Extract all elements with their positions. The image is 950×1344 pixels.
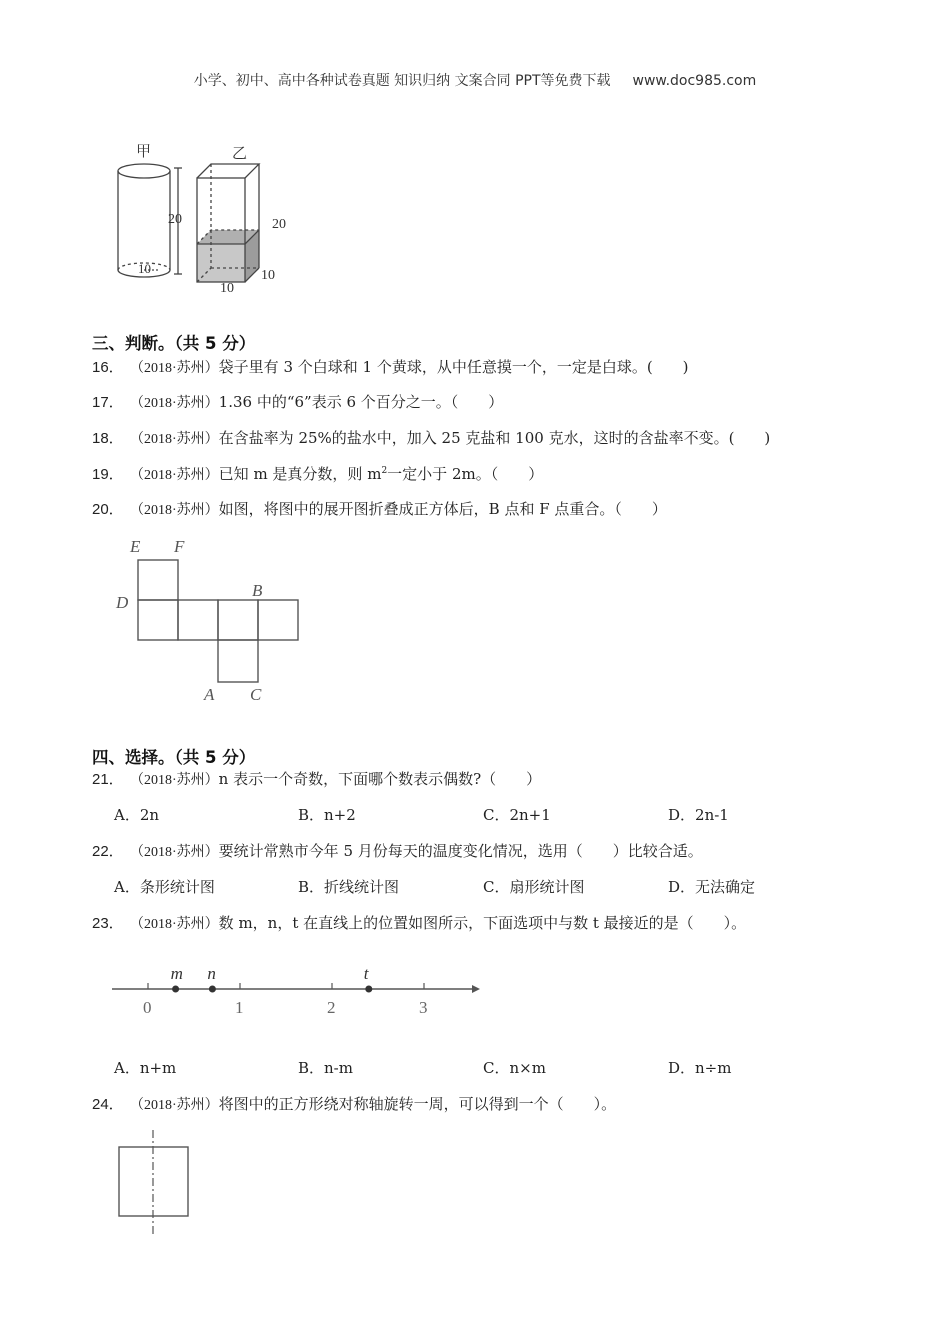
number-line-arrow	[472, 985, 480, 993]
point-t	[365, 986, 372, 993]
tick-label-0: 0	[143, 998, 152, 1017]
tick-label-2: 2	[327, 998, 336, 1017]
question-22: 22． （2018·苏州）要统计常熟市今年 5 月份每天的温度变化情况，选用（ ）比较合适。	[92, 842, 703, 860]
question-21: 21． （2018·苏州）n 表示一个奇数，下面哪个数表示偶数?（ ）	[92, 770, 542, 788]
q22-option-d: D．无法确定	[668, 878, 756, 896]
q22-option-c: C．扇形统计图	[483, 878, 585, 896]
point-n	[209, 986, 216, 993]
number-line-figure	[108, 952, 488, 1022]
net-square-4	[258, 600, 298, 640]
square-axis-figure	[110, 1128, 200, 1240]
point-label-m: m	[170, 964, 183, 983]
question-18: 18． （2018·苏州）在含盐率为 25%的盐水中，加入 25 克盐和 100 克水，这时的含盐率不变。( )	[92, 429, 771, 447]
q22-option-b: B．折线统计图	[298, 878, 400, 896]
question-20: 20． （2018·苏州）如图，将图中的展开图折叠成正方体后，B 点和 F 点重合。（ ）	[92, 500, 667, 518]
q21-option-c: C．2n+1	[483, 806, 551, 824]
question-17: 17． （2018·苏州）1.36 中的“6”表示 6 个百分之一。（ ）	[92, 393, 504, 411]
net-label-c: C	[250, 685, 262, 704]
net-label-b: B	[252, 581, 263, 600]
question-24: 24． （2018·苏州）将图中的正方形绕对称轴旋转一周，可以得到一个（ ）。	[92, 1095, 617, 1113]
point-label-n: n	[207, 964, 216, 983]
net-square-top	[138, 560, 178, 600]
net-square-1	[138, 600, 178, 640]
net-square-bottom	[218, 640, 258, 682]
q23-option-d: D．n÷m	[668, 1059, 732, 1077]
q23-option-c: C．n×m	[483, 1059, 546, 1077]
section3-title: 三、判断。（共 5 分）	[92, 334, 256, 353]
net-label-d: D	[116, 593, 129, 612]
net-label-e: E	[130, 537, 141, 556]
q22-option-a: A．条形统计图	[114, 878, 215, 896]
point-m	[172, 986, 179, 993]
question-16: 16． （2018·苏州）袋子里有 3 个白球和 1 个黄球，从中任意摸一个，一定是白球。( )	[92, 358, 689, 376]
tick-label-1: 1	[235, 998, 244, 1017]
header-url: www.doc985.com	[632, 73, 757, 89]
containers-figure	[100, 138, 310, 298]
q21-option-d: D．2n-1	[668, 806, 729, 824]
net-square-3	[218, 600, 258, 640]
label-yi: 乙	[232, 146, 248, 162]
q23-option-a: A．n+m	[114, 1059, 177, 1077]
label-jia: 甲	[136, 144, 152, 160]
label-d-yi: 10	[261, 268, 275, 283]
net-label-f: F	[174, 537, 185, 556]
question-23: 23． （2018·苏州）数 m，n，t 在直线上的位置如图所示，下面选项中与数 t 最接近的是（ ）。	[92, 914, 747, 932]
label-w-yi: 10	[220, 281, 234, 296]
cuboid-yi	[197, 164, 259, 282]
section4-title: 四、选择。（共 5 分）	[92, 748, 256, 767]
tick-label-3: 3	[419, 998, 428, 1017]
label-h-yi: 20	[272, 217, 286, 232]
point-label-t: t	[363, 964, 369, 983]
q21-option-b: B．n+2	[298, 806, 356, 824]
label-d-jia: 10	[138, 261, 151, 276]
label-h-jia: 20	[168, 212, 182, 227]
cube-net-figure	[110, 532, 310, 712]
header-title: 小学、初中、高中各种试卷真题 知识归纳 文案合同 PPT等免费下载	[193, 73, 611, 89]
net-label-a: A	[204, 685, 215, 704]
q21-option-a: A．2n	[114, 806, 160, 824]
q23-option-b: B．n-m	[298, 1059, 353, 1077]
net-square-2	[178, 600, 218, 640]
page-header	[0, 70, 950, 90]
question-19: 19． （2018·苏州）已知 m 是真分数，则 $m^2$一定小于 2m。（ ）	[92, 465, 544, 483]
